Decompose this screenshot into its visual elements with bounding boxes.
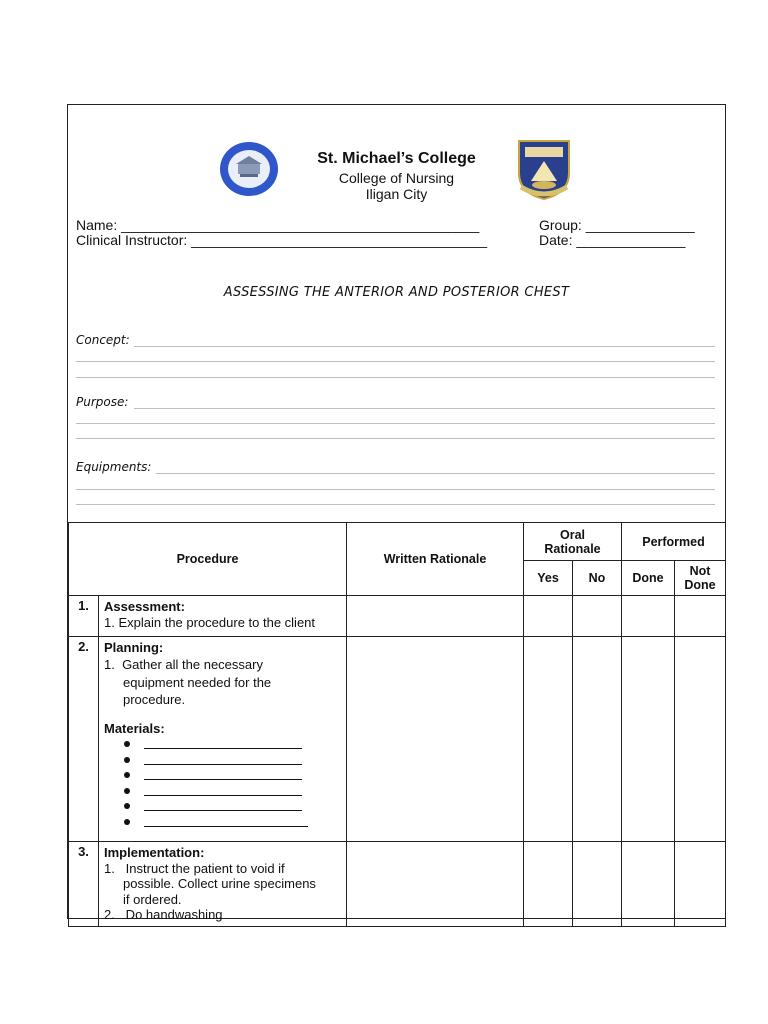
concept-label: Concept:	[76, 333, 130, 347]
done-cell[interactable]	[622, 637, 675, 842]
done-cell[interactable]	[622, 842, 675, 927]
purpose-label: Purpose:	[76, 395, 129, 409]
equipments-label: Equipments:	[76, 460, 152, 474]
step-text: possible. Collect urine specimens	[123, 876, 316, 891]
table-row	[69, 596, 726, 637]
material-blank[interactable]	[104, 814, 341, 830]
equipments-line[interactable]	[76, 504, 715, 505]
procedure-header: Procedure	[69, 523, 347, 596]
material-blank[interactable]	[104, 783, 341, 799]
written-rationale-header: Written Rationale	[347, 523, 524, 596]
row-heading: Planning:	[104, 640, 164, 655]
no-header: No	[573, 561, 622, 596]
step-text: 1. Gather all the necessary	[104, 657, 263, 672]
material-blank[interactable]	[104, 799, 341, 815]
not-done-cell[interactable]	[675, 637, 726, 842]
purpose-line[interactable]	[76, 423, 715, 424]
procedure-cell	[99, 842, 347, 927]
procedure-cell	[99, 637, 347, 842]
step-text: procedure.	[123, 692, 186, 707]
clinical-instructor-field[interactable]: Clinical Instructor: ______________________________________	[76, 232, 488, 248]
no-cell[interactable]	[573, 637, 622, 842]
yes-cell[interactable]	[524, 842, 573, 927]
checklist-form	[67, 104, 726, 922]
material-blank[interactable]	[104, 737, 341, 753]
procedure-cell	[99, 596, 347, 637]
row-number: 2.	[69, 637, 99, 842]
row-heading: Implementation:	[104, 845, 205, 860]
yes-cell[interactable]	[524, 637, 573, 842]
date-field[interactable]: Date: ______________	[539, 232, 686, 248]
not-done-cell[interactable]	[675, 596, 726, 637]
no-cell[interactable]	[573, 596, 622, 637]
name-field[interactable]: Name: ______________________________________________	[76, 217, 480, 233]
done-cell[interactable]	[622, 596, 675, 637]
concept-line[interactable]	[134, 346, 715, 347]
table-row	[69, 842, 726, 927]
procedure-table	[68, 522, 726, 927]
yes-header: Yes	[524, 561, 573, 596]
group-field[interactable]: Group: ______________	[539, 217, 695, 233]
row-number: 1.	[69, 596, 99, 637]
step-text: 2. Do handwashing	[104, 907, 223, 922]
step-text: equipment needed for the	[123, 674, 272, 690]
form-title: ASSESSING THE ANTERIOR AND POSTERIOR CHEST	[223, 285, 570, 300]
equipments-line[interactable]	[76, 489, 715, 490]
step-text: 1. Instruct the patient to void if	[104, 860, 285, 876]
purpose-line[interactable]	[76, 438, 715, 439]
concept-line[interactable]	[76, 377, 715, 378]
purpose-line[interactable]	[134, 408, 715, 409]
written-rationale-cell[interactable]	[347, 637, 524, 842]
college-name: St. Michael’s College	[317, 150, 476, 167]
material-blank[interactable]	[104, 752, 341, 768]
material-blank[interactable]	[104, 768, 341, 784]
done-header: Done	[622, 561, 675, 596]
city-name: Iligan City	[365, 186, 428, 202]
row-number: 3.	[69, 842, 99, 927]
equipments-line[interactable]	[156, 473, 715, 474]
yes-cell[interactable]	[524, 596, 573, 637]
no-cell[interactable]	[573, 842, 622, 927]
row-heading: Assessment:	[104, 599, 185, 614]
written-rationale-cell[interactable]	[347, 842, 524, 927]
department-name: College of Nursing	[338, 170, 455, 186]
table-row	[69, 637, 726, 842]
not-done-header: Not Done	[675, 561, 726, 596]
performed-header: Performed	[622, 523, 726, 561]
not-done-cell[interactable]	[675, 842, 726, 927]
materials-label: Materials:	[104, 720, 165, 736]
written-rationale-cell[interactable]	[347, 596, 524, 637]
concept-line[interactable]	[76, 361, 715, 362]
oral-rationale-header: Oral Rationale	[524, 523, 622, 561]
step-text: if ordered.	[123, 891, 182, 907]
step-text: 1. Explain the procedure to the client	[104, 615, 316, 630]
